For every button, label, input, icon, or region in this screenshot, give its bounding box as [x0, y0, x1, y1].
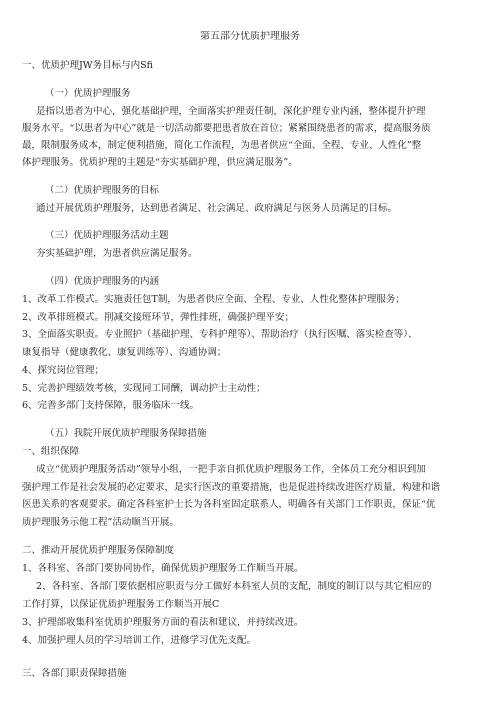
rule-item-2-line-2: 工作打算，以保证优质护理服务工作顺当开展C — [22, 599, 220, 610]
list-item-2: 2、改革排班模式。削减交接班环节，弹性排班，确强护理平安； — [22, 312, 295, 323]
rule-item-2-line-1: 2、各科室、各部门要依据相应职责与分工做好本科室人员的支配，制度的制订以与其它相应的 — [36, 581, 432, 592]
paragraph-3: 夯实基础护理，为患者供应满足服务。 — [36, 248, 198, 259]
paragraph-2: 通过开展优质护理服务，达到患者满足、社会满足、政府满足与医务人员满足的目标。 — [36, 203, 398, 214]
paragraph-1-line-2: 服务水平。“以患者为中心”就是一切活动都要把患者放在首位；紧紧围绕患者的需求，提高服务质 — [22, 123, 431, 134]
section-2-heading: 二、推动开展优质护理服务保障制度 — [22, 545, 175, 556]
subsection-1-heading: （一）优质护理服务 — [45, 88, 131, 99]
rule-item-3: 3、护理部收集科室优质护理服务方面的看法和建议，并持续改进。 — [22, 617, 304, 628]
paragraph-5-line-2: 强护理工作是社会发展的必定要求，是实行医改的重要措施，也是促进持续改进医疗质量，构建和谐 — [22, 482, 441, 493]
list-item-5: 5、完善护理绩效考核，实现同工同酬，调动护士主动性； — [22, 383, 266, 394]
paragraph-1-line-1: 是指以患者为中心，强化基础护理，全面落实护理责任制，深化护理专业内涵，整体提升护理 — [36, 106, 426, 117]
list-item-4: 4、探究岗位管理； — [22, 365, 105, 376]
paragraph-1-line-3: 最，限制服务成本，制定便利措施，简化工作流程，为患者供应“全面、全程、专业、人性化”整 — [22, 140, 422, 151]
list-item-6: 6、完善多部门支持保障，服务临床一线。 — [22, 400, 200, 411]
subsection-2-heading: （二）优质护理服务的目标 — [45, 185, 160, 196]
list-item-3-line-2: 康复指导（健康教化、康复训练等）、沟通协调； — [22, 347, 227, 358]
list-item-1: 1、改革工作模式。实施责任包T制，为患者供应全面、全程、专业、人性化整体护理服务； — [22, 294, 405, 305]
rule-item-4: 4、加强护理人员的学习培训工作，进修学习优先支配。 — [22, 635, 257, 646]
subsection-4-heading: （四）优质护理服务的内涵 — [45, 276, 160, 287]
subsection-5-org-heading: 一、组织保障 — [22, 446, 80, 457]
paragraph-5-line-3: 医患关系的客观要求。确定各科室护士长为各科室固定联系人，明确各有关部门工作职责，保证“优 — [22, 499, 436, 510]
paragraph-1-line-4: 体护理服务。优质护理的主题是“夯实基础护理，供应满足服务”。 — [22, 157, 298, 168]
paragraph-5-line-4: 质护理服务示他工程”活动顺当开展。 — [22, 517, 179, 528]
rule-item-1: 1、各科室、各部门要协同协作，确保优质护理服务工作顺当开展。 — [22, 563, 304, 574]
subsection-5-heading: （五）我院开展优质护理服务保障措施 — [45, 428, 207, 439]
section-1-heading: 一、优质护理JW务目标与内Sfi — [22, 60, 153, 71]
page-title: 第五部分优质护理服务 — [200, 31, 300, 42]
paragraph-5-line-1: 成立“优质护理服务活动”领导小组，一把手亲自抓优质护理服务工作，全体员工充分相识到加 — [36, 464, 426, 475]
section-3-heading: 三、各部门职责保障措施 — [22, 668, 127, 679]
list-item-3-line-1: 3、全面落实职责。专业照护（基础护理、专科护理等）、帮助治疗（执行医嘱、落实检查等）、 — [22, 329, 418, 340]
subsection-3-heading: （三）优质护理服务活动主题 — [45, 230, 169, 241]
